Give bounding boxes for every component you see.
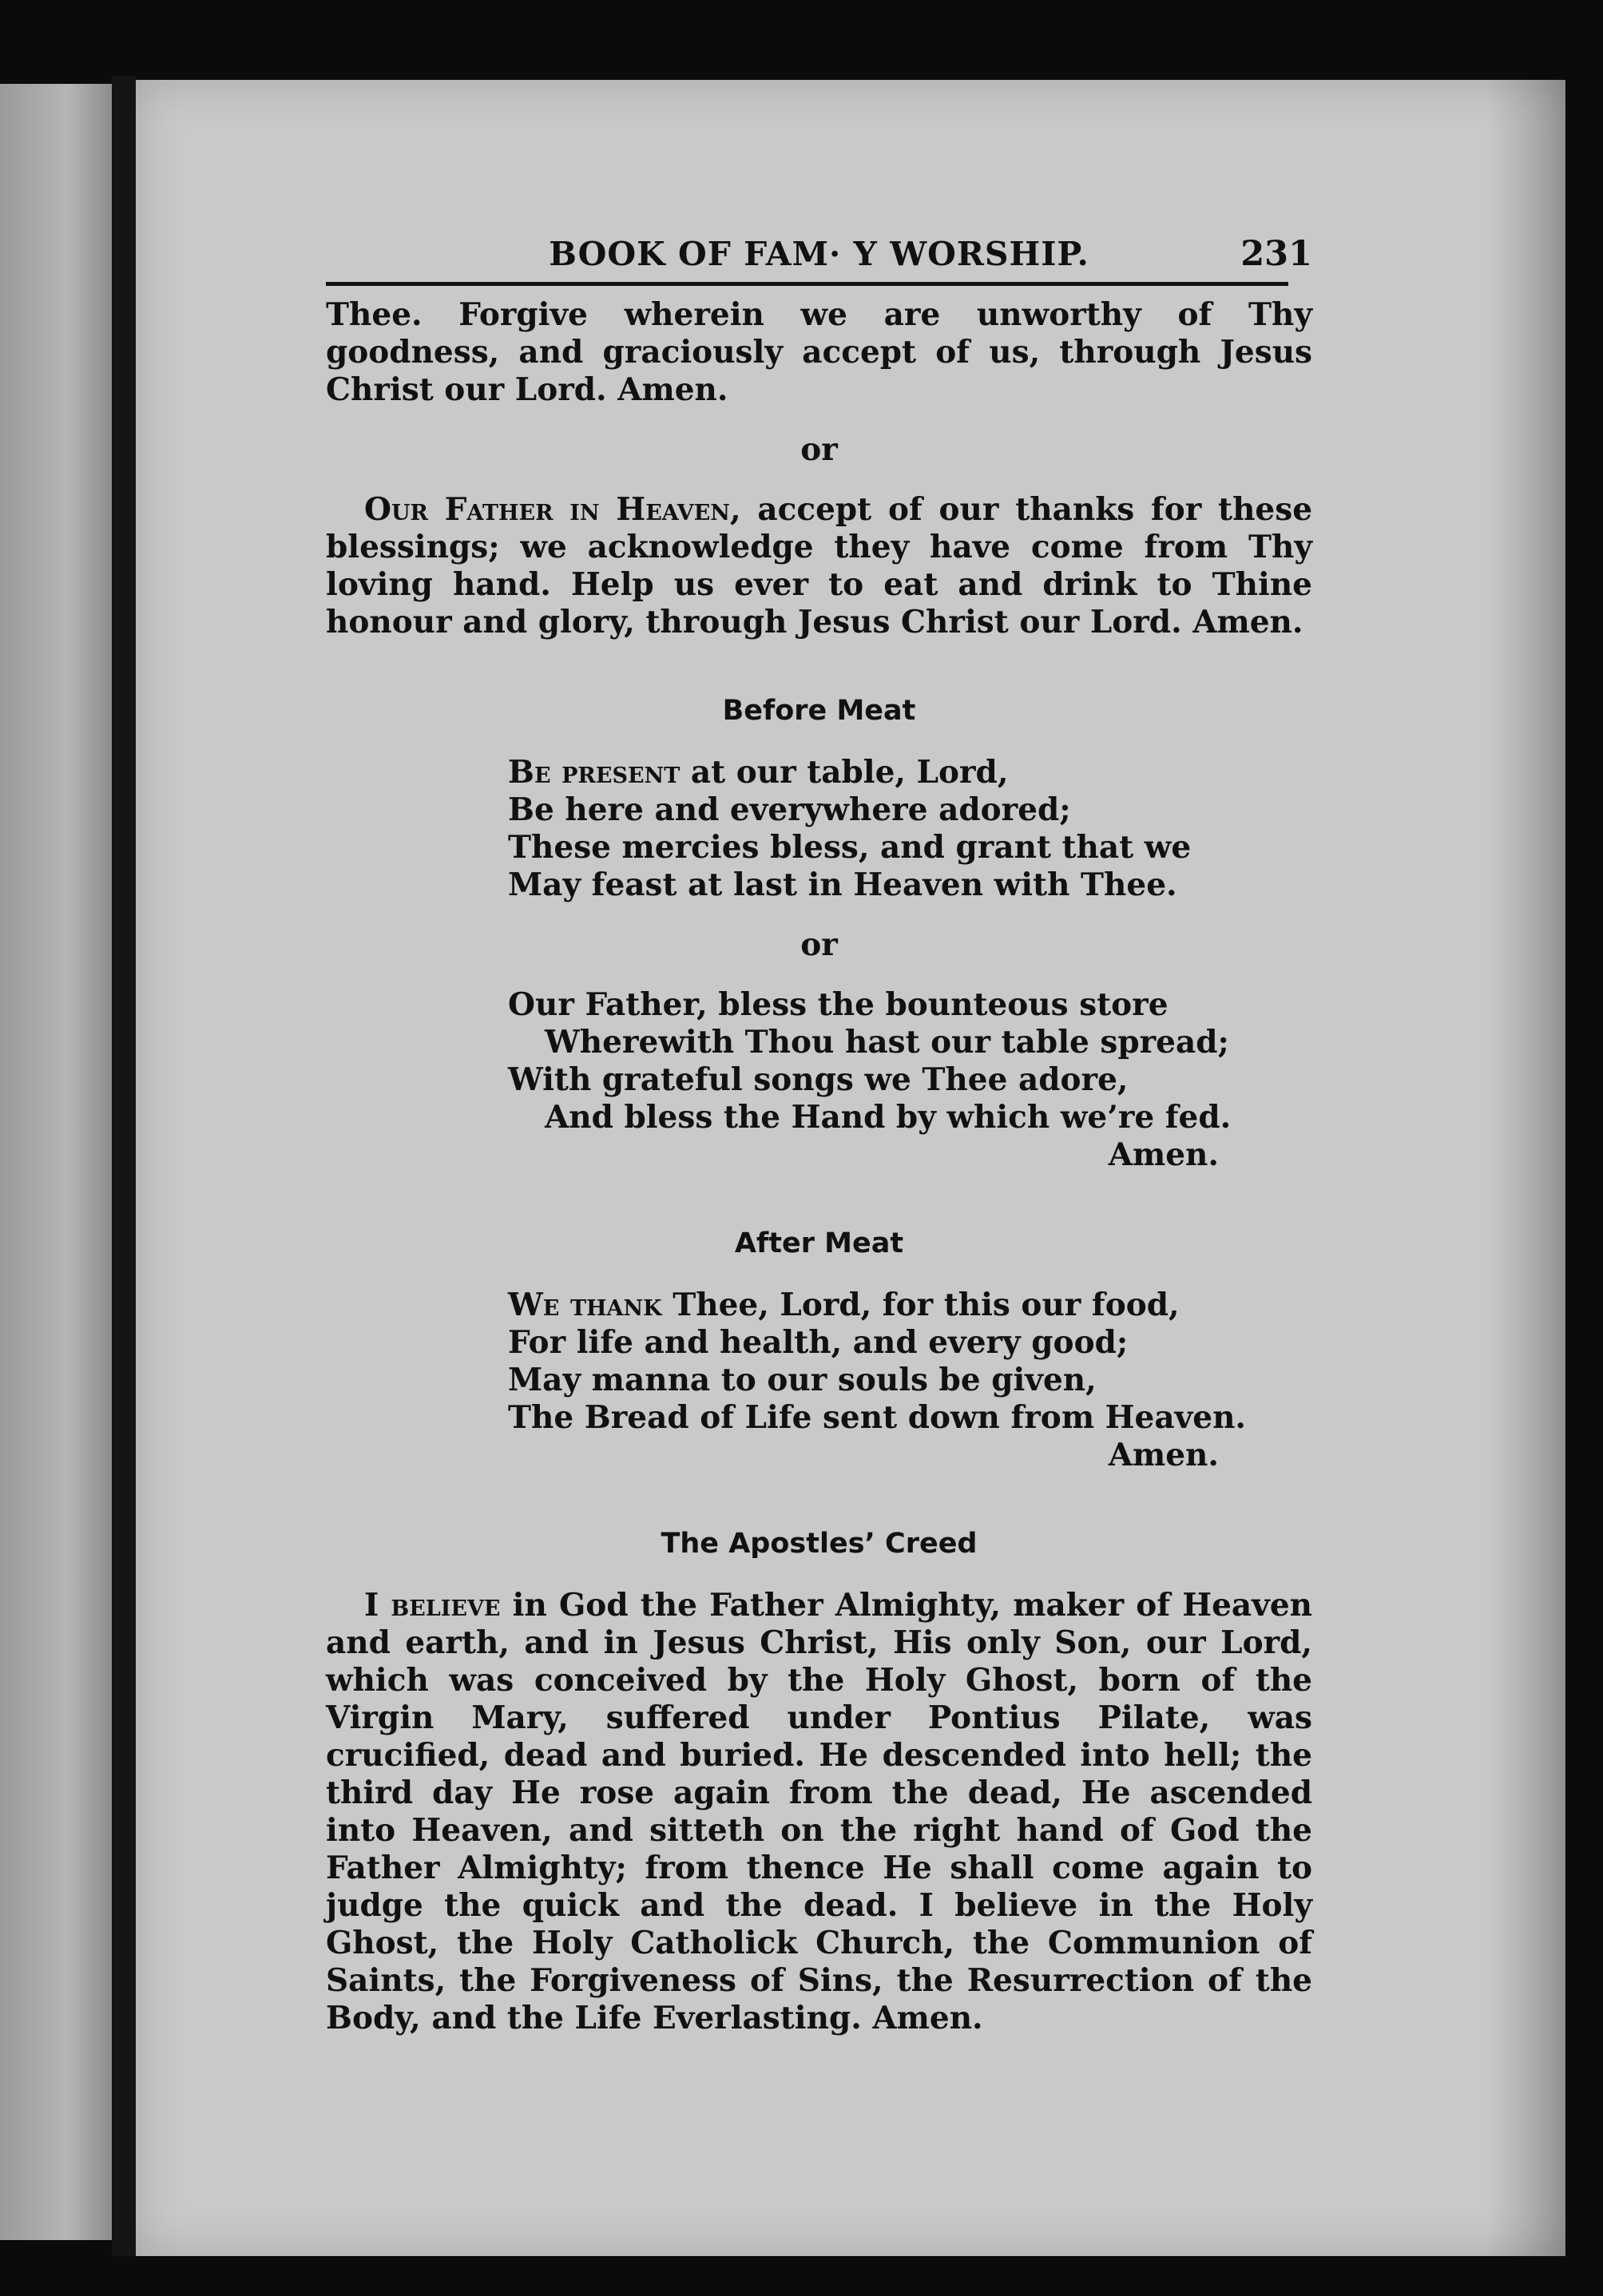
creed-heading: The Apostles’ Creed <box>661 1528 978 1560</box>
verse-line: With grateful songs we Thee adore, <box>508 1061 1129 1098</box>
before-meat-verse-2 <box>508 986 1232 1174</box>
running-head-title: BOOK OF FAM· Y WORSHIP. <box>549 235 1089 273</box>
header-rule <box>326 282 1288 286</box>
after-meat-heading: After Meat <box>734 1227 904 1259</box>
page-text <box>326 228 1312 2037</box>
creed-text: in God the Father Almighty, maker of Heaven and earth, and in Jesus Christ, His only Son, our Lord, which was conceived by the Holy Ghost, born of the Virgin Mary, suffered under Pontius Pilate, was crucified, dead and buried. He descended into hell; the third day He rose again from the dead, He ascended into Heaven, and sitteth on the right hand of God the Father Almighty; from thence He shall come again to judge the quick and the dead. I believe in the Holy Ghost, the Holy Catholick Church, the Communion of Saints, the Forgiveness of Sins, the Resurrection of the Body, and the Life Everlasting. Amen. <box>326 1587 1313 2036</box>
continuation-paragraph: Thee. Forgive wherein we are unworthy of Thy goodness, and graciously accept of us, through Jesus Christ our Lord. Amen. <box>326 296 1312 408</box>
verse-line: For life and health, and every good; <box>508 1324 1129 1361</box>
before-meat-verse-1 <box>508 754 1227 904</box>
verse-line: May manna to our souls be given, <box>508 1362 1097 1398</box>
page-number: 231 <box>1240 234 1312 274</box>
verse-line: These mercies bless, and grant that we <box>508 829 1192 866</box>
running-head <box>326 228 1312 291</box>
previous-page-edge <box>0 84 112 2240</box>
book-gutter <box>112 76 136 2256</box>
verse-line-rest: Thee, Lord, for this our food, <box>661 1287 1180 1323</box>
verse-line: Wherewith Thou hast our table spread; <box>545 1024 1229 1061</box>
creed-lead: I believe <box>364 1587 501 1624</box>
verse-line-rest: at our table, Lord, <box>680 754 1009 791</box>
verse-line <box>508 754 1227 791</box>
prayer-text: accept of our thanks for these blessings; we acknowledge they have come from Thy loving hand. Help us ever to eat and drink to Thine honour and glory, through Jesus Christ our Lord. Amen. <box>326 491 1313 640</box>
verse-line: Our Father, bless the bounteous store <box>508 986 1169 1023</box>
amen: Amen. <box>1108 1136 1219 1173</box>
page-edge-shadow <box>1486 80 1565 2256</box>
verse-line: The Bread of Life sent down from Heaven. <box>508 1399 1247 1436</box>
verse-lead: We thank <box>508 1287 662 1323</box>
or-separator: or <box>800 926 838 963</box>
after-meat-verse <box>508 1287 1247 1474</box>
verse-line <box>508 1287 1227 1324</box>
verse-line: May feast at last in Heaven with Thee. <box>508 866 1177 903</box>
verse-line: And bless the Hand by which we’re fed. <box>545 1099 1232 1136</box>
or-separator: or <box>800 431 838 468</box>
verse-lead: Be present <box>508 754 680 791</box>
creed-paragraph <box>326 1587 1312 2037</box>
amen: Amen. <box>1108 1437 1219 1473</box>
verse-line: Be here and everywhere adored; <box>508 791 1071 828</box>
before-meat-heading: Before Meat <box>722 695 916 727</box>
prayer-lead: Our Father in Heaven, <box>364 491 741 528</box>
prayer-paragraph <box>326 491 1312 641</box>
